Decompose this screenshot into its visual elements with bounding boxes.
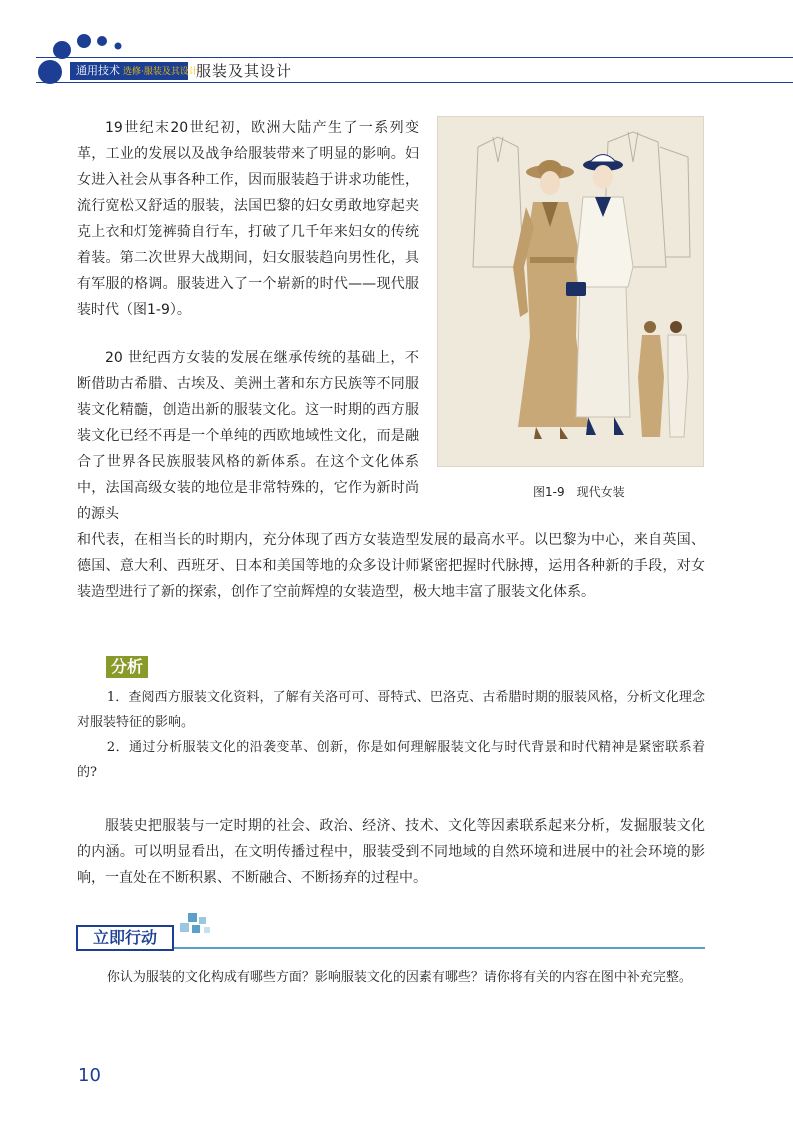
analysis-question-1: 1．查阅西方服装文化资料，了解有关洛可可、哥特式、巴洛克、古希腊时期的服装风格，分析文化理念对服装特征的影响。	[77, 690, 705, 730]
header-series-tag	[70, 62, 198, 80]
analysis-question-2: 2．通过分析服装文化的沿袭变革、创新，你是如何理解服装文化与时代背景和时代精神是紧密联系着的?	[77, 740, 705, 780]
action-heading-rule	[174, 947, 705, 949]
header-book-title: 服装及其设计	[196, 62, 293, 80]
action-prompt-text: 你认为服装的文化构成有哪些方面？影响服装文化的因素有哪些？请你将有关的内容在图中补充完整。	[106, 970, 692, 985]
fashion-illustration	[438, 117, 704, 467]
body-paragraph-1: 19世纪末20世纪初，欧洲大陆产生了一系列变革，工业的发展以及战争给服装带来了明显的影响。妇女进入社会从事各种工作，因而服装趋于讲求功能性，流行宽松又舒适的服装，法国巴黎的妇女勇敢地穿起夹克上衣和灯笼裤骑自行车，打破了几千年来妇女的传统着装。第二次世界大战期间，妇女服装趋向男性化，具有军服的格调。服装进入了一个崭新的时代——现代服装时代（图1-9）。	[77, 120, 419, 318]
header-series-name: 通用技术	[76, 64, 120, 77]
header-rule-bottom	[36, 82, 793, 83]
action-heading: 立即行动	[76, 925, 174, 951]
body-paragraph-2: 20 世纪西方女装的发展在继承传统的基础上，不断借助古希腊、古埃及、美洲土著和东方民族等不同服装文化精髓，创造出新的服装文化。这一时期的西方服装文化已经不再是一个单纯的西欧地域性文化，而是融合了世界各民族服装风格的新体系。在这个文化体系中，法国高级女装的地位是非常特殊的，它作为新时尚的源头	[77, 350, 419, 522]
figure-modern-womens-wear	[437, 116, 704, 467]
header-rule-top	[36, 57, 793, 58]
action-heading-squares-decoration	[170, 913, 218, 947]
page-header	[0, 0, 793, 90]
body-paragraph-4: 服装史把服装与一定时期的社会、政治、经济、技术、文化等因素联系起来分析，发掘服装文化的内涵。可以明显看出，在文明传播过程中，服装受到不同地域的自然环境和进展中的社会环境的影响，一直处在不断积累、不断融合、不断扬弃的过程中。	[77, 818, 705, 886]
figure-caption: 图1-9 现代女装	[533, 485, 625, 499]
page-number: 10	[78, 1065, 101, 1086]
analysis-heading: 分析	[106, 656, 148, 678]
body-paragraph-3: 和代表，在相当长的时期内，充分体现了西方女装造型发展的最高水平。以巴黎为中心，来自英国、德国、意大利、西班牙、日本和美国等地的众多设计师紧密把握时代脉搏，运用各种新的手段，对女装造型进行了新的探索，创作了空前辉煌的女装造型，极大地丰富了服装文化体系。	[77, 532, 705, 600]
header-series-sub: 选修·服装及其设计	[123, 67, 198, 77]
